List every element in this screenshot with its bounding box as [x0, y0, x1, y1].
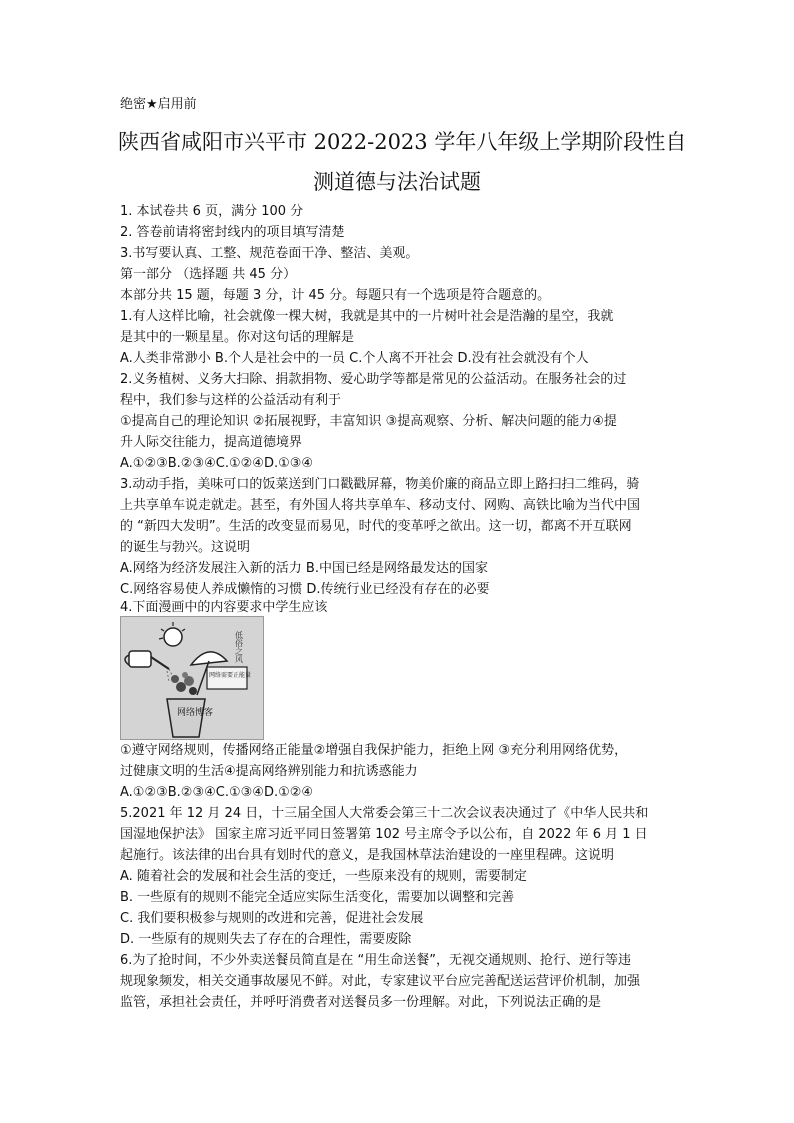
question-6-line: 6.为了抢时间，不少外卖送餐员简直是在 “用生命送餐”，无视交通规则、抢行、逆行等违: [120, 953, 632, 968]
umbrella-sign-label: 网络需要正能量: [209, 672, 252, 679]
exam-title-line-1: 陕西省咸阳市兴平市 2022-2023 学年八年级上学期阶段性自: [118, 130, 687, 154]
question-2-line: ①提高自己的理论知识 ②拓展视野，丰富知识 ③提高观察、分析、解决问题的能力④提: [120, 414, 617, 429]
question-2-line: 2.义务植树、义务大扫除、捐款捐物、爱心助学等都是常见的公益活动。在服务社会的过: [120, 372, 627, 387]
question-1-line: 是其中的一颗星星。你对这句话的理解是: [120, 330, 355, 345]
instruction-1: 1. 本试卷共 6 页，满分 100 分: [120, 204, 304, 219]
question-2-line: 程中，我们参与这样的公益活动有利于: [120, 393, 342, 408]
question-4-options: A.①②③B.②③④C.①③④D.①②④: [120, 785, 314, 800]
instruction-2: 2. 答卷前请将密封线内的项目填写清楚: [120, 225, 345, 240]
question-5-option: D. 一些原有的规则失去了存在的合理性，需要废除: [120, 932, 412, 947]
instruction-3: 3.书写要认真、工整、规范卷面干净、整洁、美观。: [120, 246, 419, 261]
question-2-line: 升人际交往能力，提高道德境界: [120, 435, 303, 450]
section-intro: 本部分共 15 题，每题 3 分，计 45 分。每题只有一个选项是符合题意的。: [120, 288, 551, 303]
section-heading: 第一部分 （选择题 共 45 分）: [120, 267, 297, 282]
pot-label-text: 网络博客: [177, 708, 214, 718]
question-3-line: 上共享单车说走就走。甚至，有外国人将共享单车、移动支付、网购、高铁比喻为当代中国: [120, 498, 641, 513]
question-4-line: 过健康文明的生活④提高网络辨别能力和抗诱惑能力: [120, 764, 418, 779]
question-4-stem: 4.下面漫画中的内容要求中学生应该: [120, 600, 328, 615]
question-6-line: 规现象频发，相关交通事故屡见不鲜。对此，专家建议平台应完善配送运营评价机制，加强: [120, 974, 641, 989]
question-5-line: 起施行。该法律的出台具有划时代的意义，是我国林草法治建设的一座里程碑。这说明: [120, 848, 615, 863]
question-5-line: 5.2021 年 12 月 24 日，十三届全国人大常委会第三十二次会议表决通过了《中华人民共和: [120, 806, 649, 821]
pot-label: [177, 706, 213, 718]
question-5-option: A. 随着社会的发展和社会生活的变迁，一些原来没有的规则，需要制定: [120, 869, 527, 884]
question-1-options: A.人类非常渺小 B.个人是社会中的一员 C.个人离不开社会 D.没有社会就没有个人: [120, 351, 589, 366]
secret-label: 绝密★启用前: [120, 97, 197, 112]
question-3-option: A.网络为经济发展注入新的活力 B.中国已经是网络最发达的国家: [120, 561, 488, 576]
question-5-option: B. 一些原有的规则不能完全适应实际生活变化，需要加以调整和完善: [120, 890, 515, 905]
cartoon-drawing: [121, 617, 263, 739]
question-6-line: 监管，承担社会责任，并呼吁消费者对送餐员多一份理解。对此，下列说法正确的是: [120, 995, 602, 1010]
question-3-line: 的诞生与勃兴。这说明: [120, 540, 251, 555]
side-label: 低俗之风: [234, 631, 244, 663]
question-2-options: A.①②③B.②③④C.①②④D.①③④: [120, 456, 314, 471]
cartoon-image: [120, 616, 264, 740]
question-3-option: C.网络容易使人养成懒惰的习惯 D.传统行业已经没有存在的必要: [120, 582, 490, 597]
exam-title-line-2: 测道德与法治试题: [313, 170, 481, 194]
question-5-option: C. 我们要积极参与规则的改进和完善，促进社会发展: [120, 911, 424, 926]
question-3-line: 3.动动手指，美味可口的饭菜送到门口戳戳屏幕，物美价廉的商品立即上路扫扫二维码，骑: [120, 477, 640, 492]
question-3-line: 的 “新四大发明”。生活的改变显而易见，时代的变革呼之欲出。这一切，都离不开互联网: [120, 519, 632, 534]
question-1-line: 1.有人这样比喻，社会就像一棵大树，我就是其中的一片树叶社会是浩瀚的星空，我就: [120, 309, 614, 324]
flower-pot: [167, 699, 205, 737]
question-5-line: 国湿地保护法》 国家主席习近平同日签署第 102 号主席令予以公布，自 2022 年 6 月 1 日: [120, 827, 648, 842]
question-4-line: ①遵守网络规则，传播网络正能量②增强自我保护能力，拒绝上网 ③充分利用网络优势，: [120, 743, 628, 758]
